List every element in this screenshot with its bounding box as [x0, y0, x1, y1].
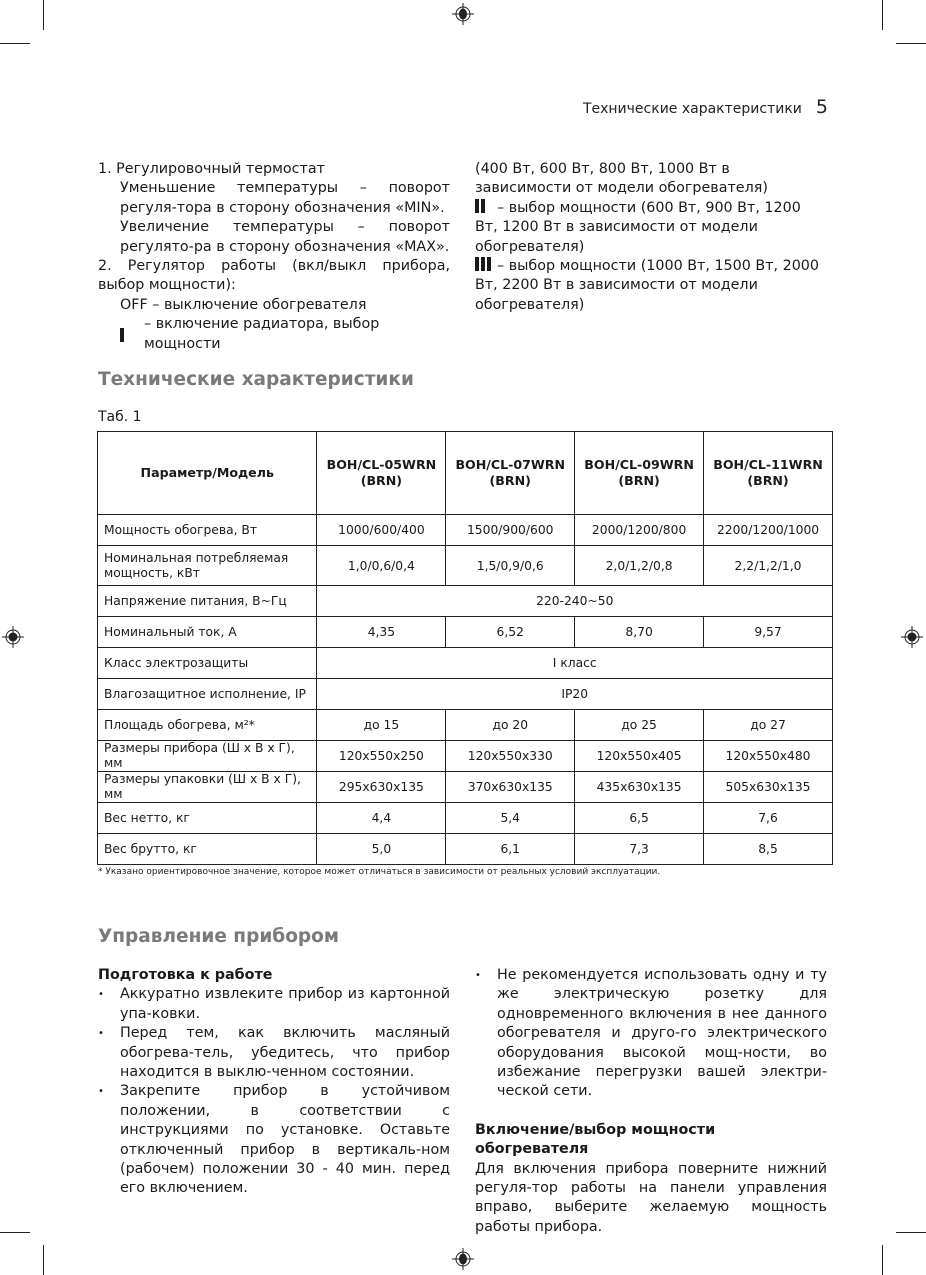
cell: 4,4 [317, 803, 446, 834]
cell: 2,0/1,2/0,8 [575, 546, 704, 586]
table-footnote: * Указано ориентировочное значение, которое может отличаться в зависимости от реальных условий эксплуатации. [98, 867, 661, 877]
preparation-list-continued [475, 966, 827, 1102]
header-model: BOH/CL-09WRN (BRN) [575, 432, 704, 515]
table-row [98, 710, 833, 741]
cell: 370x630x135 [446, 772, 575, 803]
registration-mark-icon [452, 1248, 474, 1270]
row-param: Площадь обогрева, м²* [98, 710, 317, 741]
row-param: Вес брутто, кг [98, 834, 317, 865]
row-param: Номинальный ток, А [98, 617, 317, 648]
cell: до 20 [446, 710, 575, 741]
cell: 1500/900/600 [446, 515, 575, 546]
table-header-row [98, 432, 833, 515]
cell: до 15 [317, 710, 446, 741]
crop-mark [882, 0, 883, 30]
preparation-title: Подготовка к работе [98, 967, 273, 983]
crop-mark [896, 1232, 926, 1233]
list-item: • Перед тем, как включить масляный обогрева-тель, убедитесь, что прибор находится в выклю-ченном состоянии. [98, 1024, 450, 1082]
cell: 1,0/0,6/0,4 [317, 546, 446, 586]
table-row [98, 515, 833, 546]
thermostat-title: 1. Регулировочный термостат [98, 161, 325, 177]
header-param: Параметр/Модель [98, 432, 317, 515]
power-level-3-icon [475, 257, 493, 271]
cell: 295x630x135 [317, 772, 446, 803]
power-level-1-icon [120, 328, 126, 342]
registration-mark-icon [2, 626, 24, 648]
table-row [98, 586, 833, 617]
cell: 120x550x480 [704, 741, 833, 772]
page-number: 5 [815, 96, 828, 118]
merged-cell: 220-240~50 [317, 586, 833, 617]
controls-description-left [98, 160, 450, 354]
row-param: Размеры упаковки (Ш х В х Г), мм [98, 772, 317, 803]
header-model: BOH/CL-11WRN (BRN) [704, 432, 833, 515]
row-param: Напряжение питания, В~Гц [98, 586, 317, 617]
header-model: BOH/CL-07WRN (BRN) [446, 432, 575, 515]
cell: 120x550x405 [575, 741, 704, 772]
table-row [98, 617, 833, 648]
cell: 8,70 [575, 617, 704, 648]
row-param: Номинальная потребляемая мощность, кВт [98, 546, 317, 586]
running-head-title: Технические характеристики [582, 101, 802, 117]
crop-mark [882, 1245, 883, 1275]
cell: 1000/600/400 [317, 515, 446, 546]
header-model: BOH/CL-05WRN (BRN) [317, 432, 446, 515]
controls-description-right [475, 160, 827, 315]
specs-section-title: Технические характеристики [98, 369, 414, 390]
power-level-2-icon [475, 199, 487, 213]
power-selection-title: Включение/выбор мощности обогревателя [475, 1121, 716, 1158]
table-label: Таб. 1 [98, 409, 142, 425]
mode-1-text: – включение радиатора, выбор мощности [144, 316, 380, 352]
crop-mark [0, 1232, 30, 1233]
cell: 2200/1200/1000 [704, 515, 833, 546]
mode-1-line [98, 315, 450, 354]
registration-mark-icon [452, 3, 474, 25]
table-row [98, 741, 833, 772]
operation-right-column [475, 966, 827, 1237]
cell: 9,57 [704, 617, 833, 648]
power-selection-text: Для включения прибора поверните нижний регуля-тор работы на панели управления вправо, выберите желаемую мощность работы прибора. [475, 1160, 827, 1235]
cell: 7,3 [575, 834, 704, 865]
mode-3-line [475, 257, 827, 315]
cell: 120x550x250 [317, 741, 446, 772]
row-param: Влагозащитное исполнение, IP [98, 679, 317, 710]
preparation-list [98, 985, 450, 1198]
thermostat-increase: Увеличение температуры – поворот регулято-ра в сторону обозначения «MAX». [120, 219, 450, 255]
table-row [98, 834, 833, 865]
table-row [98, 679, 833, 710]
table-row [98, 803, 833, 834]
merged-cell: I класс [317, 648, 833, 679]
row-param: Вес нетто, кг [98, 803, 317, 834]
cell: 6,1 [446, 834, 575, 865]
table-row [98, 546, 833, 586]
list-item: • Не рекомендуется использовать одну и ту же электрическую розетку для одновременного включения в нее данного обогревателя и друго-го электрического оборудования высокой мощ-ности, во избежание перегрузки вашей электри-ческой сети. [475, 966, 827, 1102]
table-row [98, 772, 833, 803]
row-param: Размеры прибора (Ш х В х Г), мм [98, 741, 317, 772]
cell: 1,5/0,9/0,6 [446, 546, 575, 586]
preparation-column [98, 966, 450, 1199]
regulator-title: 2. Регулятор работы (вкл/выкл прибора, выбор мощности): [98, 258, 450, 294]
registration-mark-icon [901, 626, 923, 648]
cell: 6,52 [446, 617, 575, 648]
crop-mark [43, 0, 44, 30]
specs-table [97, 431, 833, 865]
operation-section-title: Управление прибором [98, 926, 339, 947]
off-mode-line: OFF – выключение обогревателя [120, 296, 367, 313]
mode-2-text: – выбор мощности (600 Вт, 900 Вт, 1200 Вт, 1200 Вт в зависимости от модели обогревателя) [475, 199, 801, 255]
row-param: Класс электрозащиты [98, 648, 317, 679]
crop-mark [896, 43, 926, 44]
cell: 8,5 [704, 834, 833, 865]
cell: 120x550x330 [446, 741, 575, 772]
cell: 4,35 [317, 617, 446, 648]
mode-2-line [475, 199, 827, 257]
cell: 2,2/1,2/1,0 [704, 546, 833, 586]
cell: 435x630x135 [575, 772, 704, 803]
cell: до 27 [704, 710, 833, 741]
cell: 7,6 [704, 803, 833, 834]
cell: до 25 [575, 710, 704, 741]
mode-1-continuation: (400 Вт, 600 Вт, 800 Вт, 1000 Вт в зависимости от модели обогревателя) [475, 161, 768, 197]
crop-mark [43, 1245, 44, 1275]
list-item: • Закрепите прибор в устойчивом положении, в соответствии с инструкциями по установке. Оставьте отключенный прибор в вертикаль-ном (рабочем) положении 30 - 40 мин. перед его включением. [98, 1082, 450, 1198]
merged-cell: IP20 [317, 679, 833, 710]
table-row [98, 648, 833, 679]
cell: 5,4 [446, 803, 575, 834]
thermostat-decrease: Уменьшение температуры – поворот регуля-тора в сторону обозначения «MIN». [120, 180, 450, 216]
cell: 6,5 [575, 803, 704, 834]
row-param: Мощность обогрева, Вт [98, 515, 317, 546]
cell: 5,0 [317, 834, 446, 865]
crop-mark [0, 43, 30, 44]
running-head [583, 96, 828, 118]
cell: 505x630x135 [704, 772, 833, 803]
list-item: • Аккуратно извлеките прибор из картонной упа-ковки. [98, 985, 450, 1024]
cell: 2000/1200/800 [575, 515, 704, 546]
mode-3-text: – выбор мощности (1000 Вт, 1500 Вт, 2000 Вт, 2200 Вт в зависимости от модели обогревателя) [475, 258, 819, 313]
